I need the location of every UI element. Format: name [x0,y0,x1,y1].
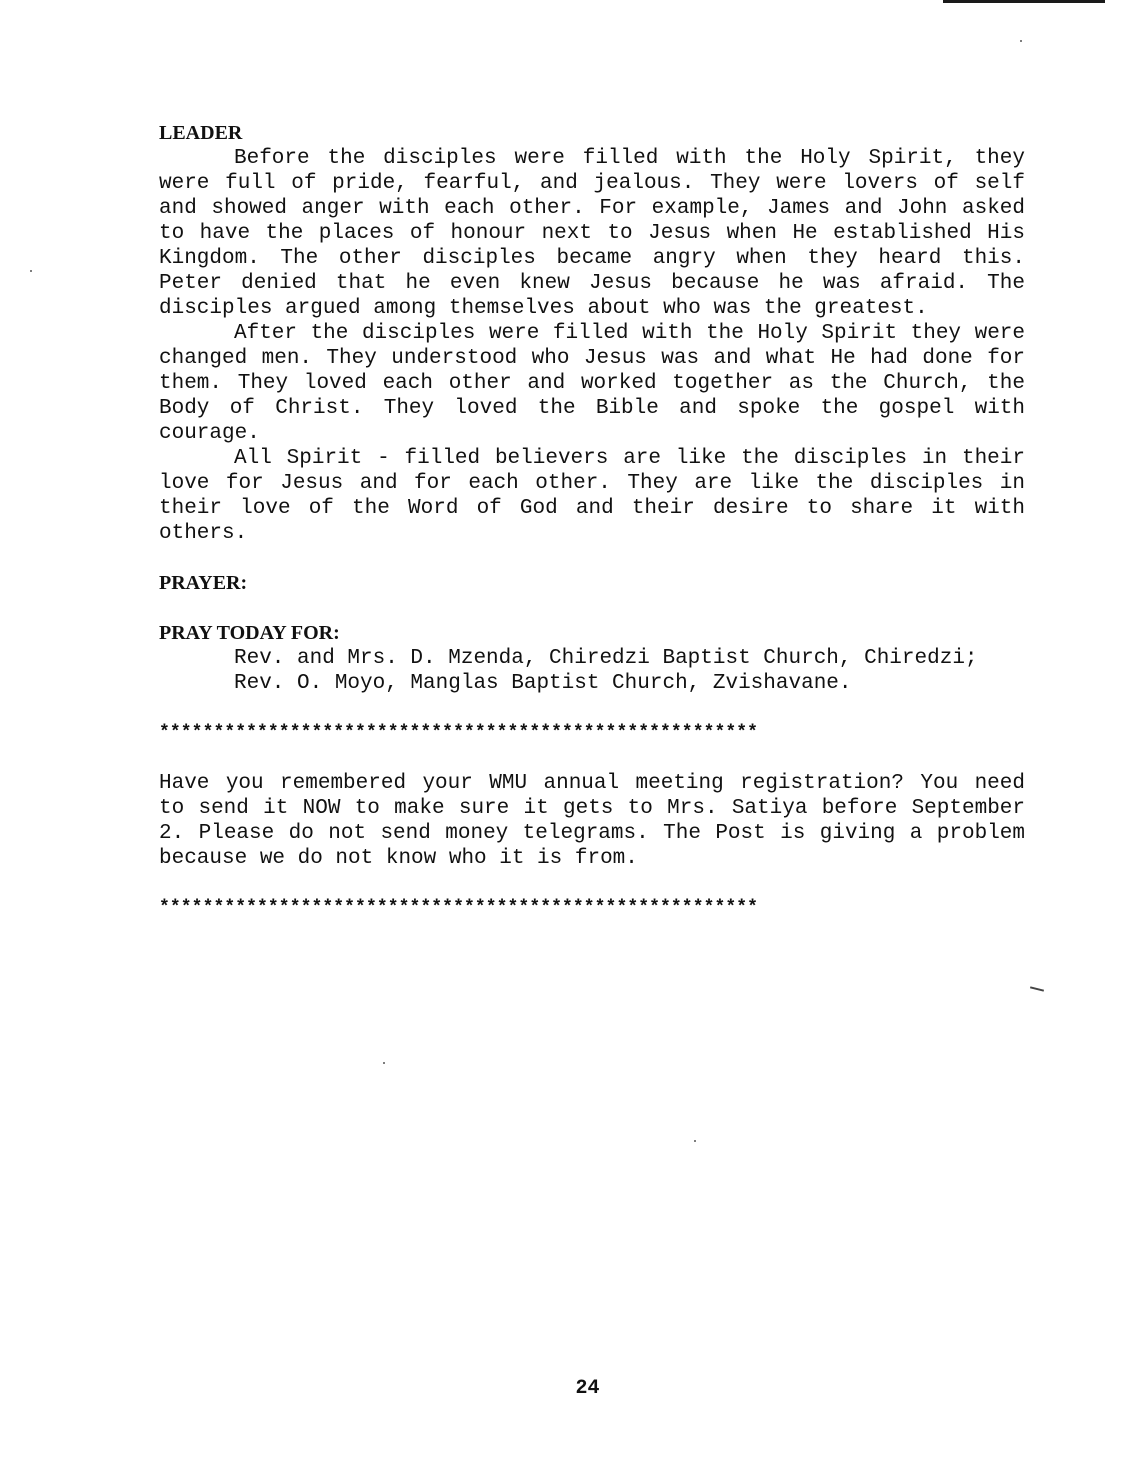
leader-heading: LEADER [159,122,243,144]
leader-paragraph-3: All Spirit - filled believers are like the disciples in their love for Jesus and for each other. They are like the disciples in their love of the Word of God and their desire to share it with others. [159,447,1025,545]
pray-today-item-2: Rev. O. Moyo, Manglas Baptist Church, Zvishavane. [234,672,852,695]
leader-paragraph-2: After the disciples were filled with the Holy Spirit they were changed men. They understood who Jesus was and what He had done for them. They loved each other and worked together as the Church, the Body of Christ. They loved the Bible and spoke the gospel with courage. [159,322,1025,445]
top-edge-rule [943,0,1105,3]
separator-stars: ******************************************************* [159,898,759,918]
scan-speck [30,270,32,272]
spacer [159,871,1025,896]
page-number: 24 [575,1377,600,1400]
spacer [159,546,1025,571]
separator-stars: ******************************************************* [159,723,759,743]
spacer [159,696,1025,721]
spacer [159,596,1025,621]
scan-speck [694,1140,696,1142]
pray-today-heading: PRAY TODAY FOR: [159,622,340,644]
document-page [159,121,1025,921]
spacer [159,746,1025,771]
prayer-heading: PRAYER: [159,572,248,594]
scan-speck [1020,40,1022,42]
wmu-registration-notice: Have you remembered your WMU annual meeting registration? You need to send it NOW to make sure it gets to Mrs. Satiya before September 2. Please do not send money telegrams. The Post is giving a problem because we do not know who it is from. [159,772,1025,870]
leader-paragraph-1: Before the disciples were filled with the Holy Spirit, they were full of pride, fearful, and jealous. They were lovers of self and showed anger with each other. For example, James and John asked to have the places of honour next to Jesus when He established His Kingdom. The other disciples became angry when they heard this. Peter denied that he even knew Jesus because he was afraid. The disciples argued among themselves about who was the greatest. [159,147,1025,320]
pray-today-item-1: Rev. and Mrs. D. Mzenda, Chiredzi Baptist Church, Chiredzi; [234,647,978,670]
scan-speck [383,1062,385,1064]
scan-stray-mark [1030,986,1044,991]
